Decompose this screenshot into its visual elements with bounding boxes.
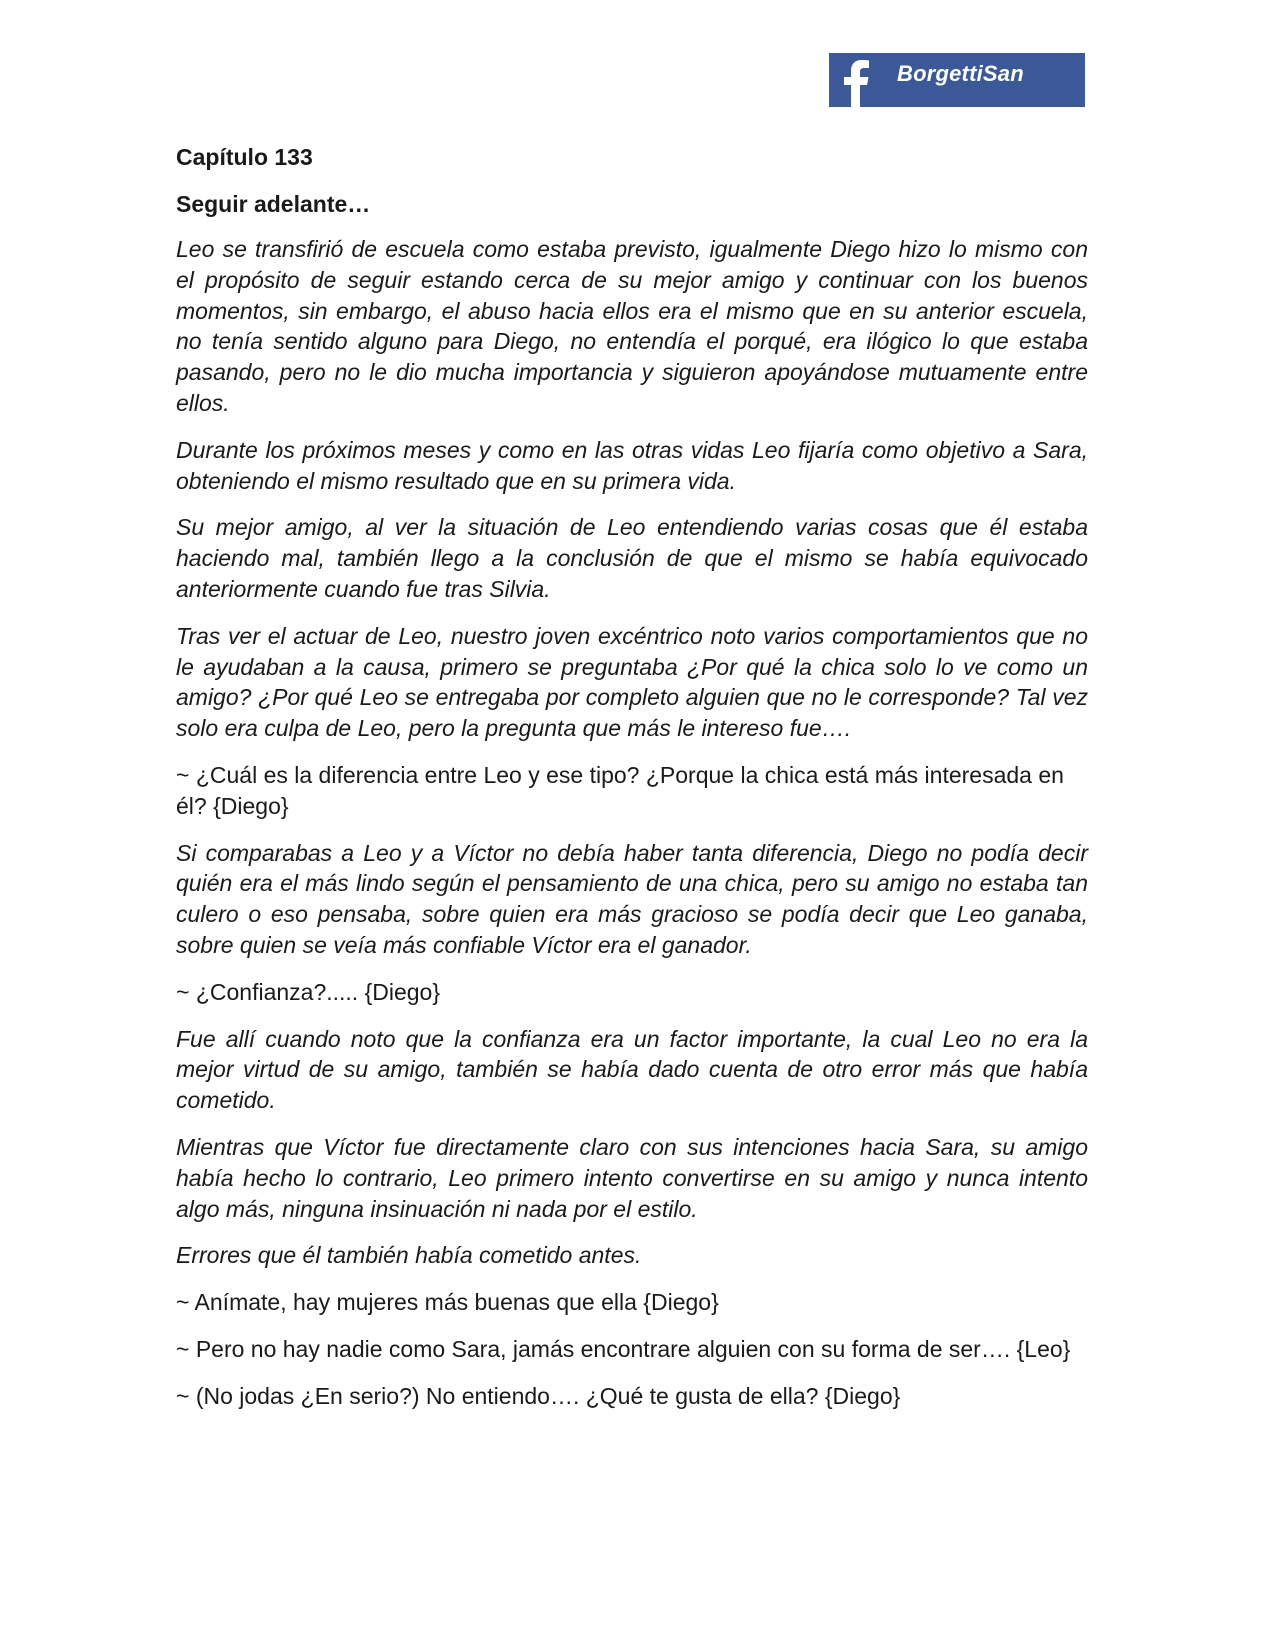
- paragraph: Su mejor amigo, al ver la situación de Leo entendiendo varias cosas que él estaba haciendo mal, también llego a la conclusión de que el mismo se había equivocado anteriormente cuando fue tras Silvia.: [176, 514, 1088, 602]
- paragraph: Mientras que Víctor fue directamente claro con sus intenciones hacia Sara, su amigo había hecho lo contrario, Leo primero intento convertirse en su amigo y nunca intento algo más, ninguna insinuación ni nada por el estilo.: [176, 1133, 1088, 1222]
- dialogue-line: ~ Pero no hay nadie como Sara, jamás encontrare alguien con su forma de ser…. {Leo}: [176, 1335, 1071, 1362]
- dialogue-line: ~ Anímate, hay mujeres más buenas que ella {Diego}: [176, 1289, 719, 1316]
- paragraph: Si comparabas a Leo y a Víctor no debía haber tanta diferencia, Diego no podía decir quién era el más lindo según el pensamiento de una chica, pero su amigo no estaba tan culero o eso pensaba, sobre quien era más gracioso se podía decir que Leo ganaba, sobre quien se veía más confiable Víctor era el ganador.: [176, 839, 1088, 958]
- paragraph: Tras ver el actuar de Leo, nuestro joven excéntrico noto varios comportamientos que no le ayudaban a la causa, primero se preguntaba ¿Por qué la chica solo lo ve como un amigo? ¿Por qué Leo se entregaba por completo alguien que no le corresponde? Tal vez solo era culpa de Leo, pero la pregunta que más le intereso fue….: [176, 622, 1088, 742]
- dialogue-line: ~ ¿Cuál es la diferencia entre Leo y ese tipo? ¿Porque la chica está más interesada en él? {Diego}: [176, 761, 1064, 819]
- dialogue-line: ~ ¿Confianza?..... {Diego}: [176, 978, 441, 1005]
- chapter-subtitle: Seguir adelante…: [176, 191, 371, 217]
- facebook-icon: [829, 53, 881, 107]
- paragraph: Durante los próximos meses y como en las otras vidas Leo fijaría como objetivo a Sara, obteniendo el mismo resultado que en su primera vida.: [176, 436, 1088, 494]
- paragraph: Leo se transfirió de escuela como estaba previsto, igualmente Diego hizo lo mismo con el propósito de seguir estando cerca de su mejor amigo y continuar con los buenos momentos, sin embargo, el abuso hacia ellos era el mismo que en su anterior escuela, no tenía sentido alguno para Diego, no entendía el porqué, era ilógico lo que estaba pasando, pero no le dio mucha importancia y siguieron apoyándose mutuamente entre ellos.: [176, 236, 1088, 416]
- dialogue-line: ~ (No jodas ¿En serio?) No entiendo…. ¿Qué te gusta de ella? {Diego}: [176, 1382, 901, 1409]
- facebook-page-name: BorgettiSan: [897, 61, 1024, 86]
- chapter-content: [176, 142, 1088, 1428]
- paragraph: Errores que él también había cometido antes.: [176, 1242, 642, 1269]
- chapter-title: Capítulo 133: [176, 144, 313, 170]
- facebook-badge[interactable]: [829, 53, 1085, 107]
- paragraph: Fue allí cuando noto que la confianza era un factor importante, la cual Leo no era la mejor virtud de su amigo, también se había dado cuenta de otro error más que había cometido.: [176, 1025, 1088, 1114]
